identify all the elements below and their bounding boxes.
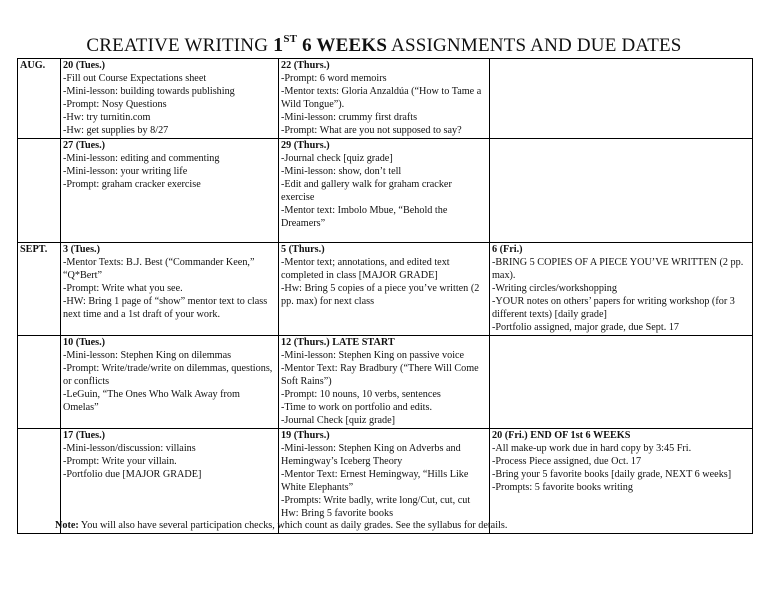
day-heading: 17 (Tues.)	[63, 430, 106, 441]
month-cell: SEPT.	[18, 243, 61, 336]
page-title	[0, 33, 768, 57]
day-cell	[61, 139, 279, 243]
assignment-line: Hw: Bring 5 favorite books	[281, 508, 394, 519]
assignment-line: -Mini-lesson: your writing life	[63, 166, 188, 177]
assignment-line: -Prompt: Nosy Questions	[63, 99, 167, 110]
assignment-line: -Edit and gallery walk for graham cracker exercise	[281, 179, 452, 203]
assignment-line: -HW: Bring 1 page of “show” mentor text to class next time and a 1st draft of your work.	[63, 296, 268, 320]
day-cell	[61, 59, 279, 139]
title-number: 1	[273, 34, 284, 56]
assignment-line: -Portfolio assigned, major grade, due Sept. 17	[492, 322, 680, 333]
assignment-line: -Mini-lesson: show, don’t tell	[281, 166, 402, 177]
day-cell	[61, 243, 279, 336]
assignment-line: -Mini-lesson: editing and commenting	[63, 153, 220, 164]
assignment-line: -LeGuin, “The Ones Who Walk Away from Omelas”	[63, 389, 240, 413]
month-cell	[18, 336, 61, 429]
day-heading: 20 (Tues.)	[63, 60, 106, 71]
schedule-row	[18, 243, 753, 336]
day-heading: 19 (Thurs.)	[281, 430, 330, 441]
schedule-row	[18, 429, 753, 534]
day-heading: 3 (Tues.)	[63, 244, 100, 255]
day-heading: 27 (Tues.)	[63, 140, 106, 151]
title-ordinal-suffix: ST	[283, 33, 298, 45]
schedule-row	[18, 139, 753, 243]
schedule-row	[18, 59, 753, 139]
assignment-line: -Prompt: 10 nouns, 10 verbs, sentences	[281, 389, 441, 400]
assignment-line: -Mini-lesson: crummy first drafts	[281, 112, 418, 123]
day-cell	[279, 243, 490, 336]
assignment-line: -Mini-lesson: Stephen King on Adverbs and Hemingway’s Iceberg Theory	[281, 443, 461, 467]
assignment-line: -Mentor texts: Gloria Anzaldúa (“How to Tame a Wild Tongue”).	[281, 86, 482, 110]
assignment-line: -Prompt: Write what you see.	[63, 283, 183, 294]
assignment-line: -Mini-lesson: Stephen King on dilemmas	[63, 350, 232, 361]
day-cell	[490, 243, 753, 336]
day-heading: 5 (Thurs.)	[281, 244, 325, 255]
day-cell	[279, 59, 490, 139]
assignment-line: -Prompt: graham cracker exercise	[63, 179, 201, 190]
title-suffix: ASSIGNMENTS AND DUE DATES	[387, 35, 682, 56]
assignment-line: -Mini-lesson: building towards publishing	[63, 86, 235, 97]
day-cell	[279, 336, 490, 429]
day-cell	[61, 336, 279, 429]
assignment-line: -YOUR notes on others’ papers for writing workshop (for 3 different texts) [daily grade]	[492, 296, 735, 320]
title-ordinal	[273, 34, 297, 56]
day-cell	[279, 139, 490, 243]
note-text: You will also have several participation checks, which count as daily grades. See the syllabus for details.	[78, 520, 508, 531]
assignment-line: -Mentor Text: Ernest Hemingway, “Hills Like White Elephants”	[281, 469, 469, 493]
assignment-line: -Mentor Texts: B.J. Best (“Commander Keen,” “Q*Bert”	[63, 257, 255, 281]
assignment-line: -Prompt: Write/trade/write on dilemmas, questions, or conflicts	[63, 363, 273, 387]
assignment-line: -Portfolio due [MAJOR GRADE]	[63, 469, 202, 480]
month-cell	[18, 139, 61, 243]
day-cell	[490, 429, 753, 534]
assignment-line: -Prompt: What are you not supposed to say?	[281, 125, 462, 136]
assignment-line: -Mini-lesson: Stephen King on passive voice	[281, 350, 465, 361]
assignment-line: -All make-up work due in hard copy by 3:45 Fri.	[492, 443, 692, 454]
assignment-line: -Prompt: 6 word memoirs	[281, 73, 387, 84]
assignment-line: -Mentor text; annotations, and edited text completed in class [MAJOR GRADE]	[281, 257, 450, 281]
day-cell	[490, 139, 753, 243]
schedule-body	[18, 59, 753, 534]
day-heading: 22 (Thurs.)	[281, 60, 330, 71]
note-label: Note:	[55, 520, 79, 531]
assignment-line: -Mini-lesson/discussion: villains	[63, 443, 196, 454]
assignment-line: -Prompt: Write your villain.	[63, 456, 177, 467]
day-heading: 29 (Thurs.)	[281, 140, 330, 151]
assignment-line: -Process Piece assigned, due Oct. 17	[492, 456, 642, 467]
assignment-line: -Bring your 5 favorite books [daily grade, NEXT 6 weeks]	[492, 469, 732, 480]
footer-note	[55, 520, 507, 531]
assignment-line: -Prompts: 5 favorite books writing	[492, 482, 633, 493]
assignment-line: -Journal check [quiz grade]	[281, 153, 393, 164]
assignment-line: -Journal Check [quiz grade]	[281, 415, 395, 426]
schedule-table	[17, 58, 753, 534]
title-prefix: CREATIVE WRITING	[86, 35, 274, 56]
month-cell: AUG.	[18, 59, 61, 139]
assignment-line: -Hw: get supplies by 8/27	[63, 125, 169, 136]
day-heading: 6 (Fri.)	[492, 244, 523, 255]
assignment-line: -Hw: Bring 5 copies of a piece you’ve written (2 pp. max) for next class	[281, 283, 480, 307]
assignment-line: -Hw: try turnitin.com	[63, 112, 151, 123]
assignment-line: -Prompts: Write badly, write long/Cut, cut, cut	[281, 495, 471, 506]
day-heading: 10 (Tues.)	[63, 337, 106, 348]
assignment-line: -Mentor Text: Ray Bradbury (“There Will Come Soft Rains”)	[281, 363, 479, 387]
assignment-line: -BRING 5 COPIES OF A PIECE YOU’VE WRITTEN (2 pp. max).	[492, 257, 744, 281]
assignment-line: -Mentor text: Imbolo Mbue, “Behold the Dreamers”	[281, 205, 448, 229]
day-heading: 20 (Fri.) END OF 1st 6 WEEKS	[492, 430, 631, 441]
assignment-line: -Fill out Course Expectations sheet	[63, 73, 207, 84]
schedule-row	[18, 336, 753, 429]
day-heading: 12 (Thurs.) LATE START	[281, 337, 395, 348]
assignment-line: -Time to work on portfolio and edits.	[281, 402, 433, 413]
title-weeks: 6 WEEKS	[297, 35, 388, 56]
day-cell	[490, 59, 753, 139]
assignment-line: -Writing circles/workshopping	[492, 283, 617, 294]
day-cell	[279, 429, 490, 534]
day-cell	[61, 429, 279, 534]
day-cell	[490, 336, 753, 429]
month-cell	[18, 429, 61, 534]
